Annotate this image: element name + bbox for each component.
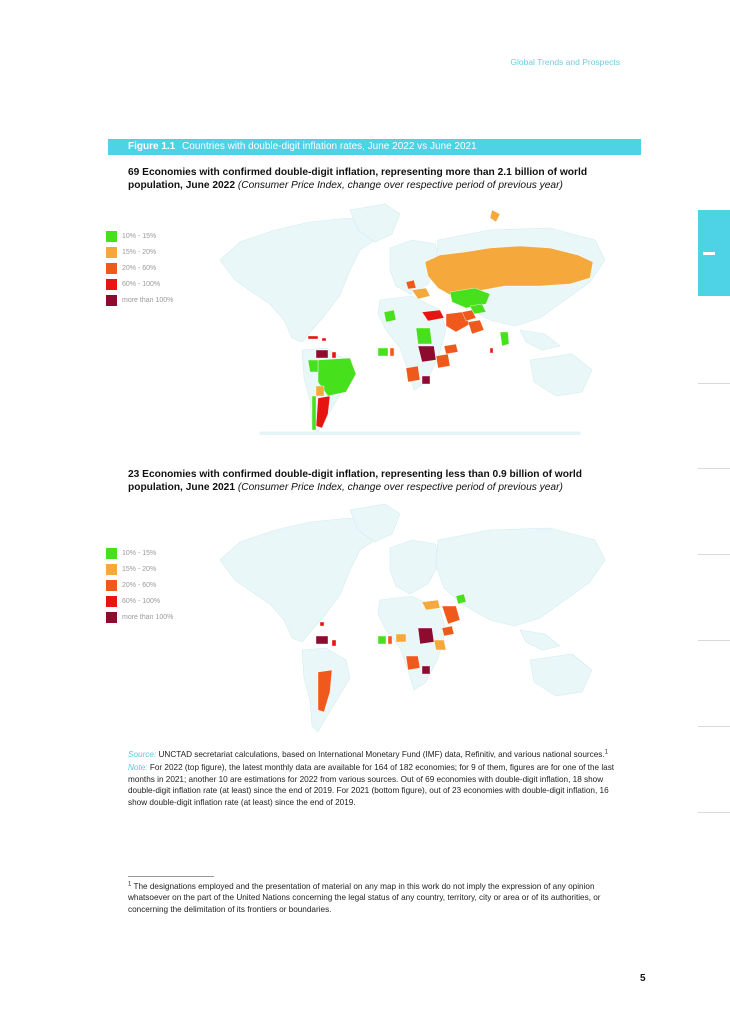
land-europe [390, 540, 440, 594]
region-argentina [316, 396, 330, 428]
legend-item [106, 611, 196, 627]
region-suriname [332, 640, 336, 646]
region-pakistan [468, 320, 484, 334]
legend-swatch [106, 564, 117, 575]
map-2021-title-italic: (Consumer Price Index, change over respective period of previous year) [237, 482, 563, 493]
region-angola [406, 366, 420, 382]
footnote-marker: 1 [128, 881, 132, 888]
region-myanmar [500, 332, 509, 346]
legend-item [106, 547, 196, 563]
region-central-asia [456, 594, 466, 604]
legend-swatch [106, 247, 117, 258]
note-text: For 2022 (top figure), the latest monthly data are available for 164 of 182 economies; for 9 of them, figures are for one of the last months in 2021; another 10 are estimations for 2022 from various sources. Out of 69 economies with double-digit inflation, 18 show double-digit inflation rate (at least) since the end of 2019. For 2021 (bottom figure), out of 23 economies with double-digit inflation, 16 show double-digit inflation rate (at least) since the end of 2019. [128, 763, 615, 807]
legend-label: 15% - 20% [122, 249, 157, 256]
region-haiti [322, 338, 326, 341]
figure-title: Countries with double-digit inflation rates, June 2022 vs June 2021 [182, 141, 477, 152]
region-zimbabwe [422, 666, 430, 674]
legend-item [106, 278, 196, 294]
legend-item [106, 230, 196, 246]
legend-item [106, 294, 196, 310]
side-rule [698, 640, 730, 641]
legend-item [106, 262, 196, 278]
legend-swatch [106, 580, 117, 591]
legend-item [106, 595, 196, 611]
world-map-2022 [200, 200, 630, 435]
legend-label: 10% - 15% [122, 233, 157, 240]
legend-item [106, 246, 196, 262]
legend-item [106, 579, 196, 595]
map-2022-title-italic: (Consumer Price Index, change over respective period of previous year) [237, 180, 563, 191]
land-asia [436, 528, 605, 626]
region-zimbabwe [422, 376, 430, 384]
legend-item [106, 563, 196, 579]
legend-label: more than 100% [122, 297, 174, 304]
region-cuba [308, 336, 318, 339]
source-notes [128, 749, 623, 810]
legend-swatch [106, 295, 117, 306]
side-rule [698, 554, 730, 555]
region-venezuela [316, 636, 328, 644]
legend-label: 20% - 60% [122, 582, 157, 589]
legend-label: 60% - 100% [122, 598, 161, 605]
legend-label: more than 100% [122, 614, 174, 621]
region-haiti [320, 622, 324, 626]
footnote [128, 881, 623, 915]
land-north-america [220, 518, 380, 642]
legend-label: 60% - 100% [122, 281, 161, 288]
region-ghana [388, 636, 392, 644]
legend-label: 15% - 20% [122, 566, 157, 573]
land-southeast-asia [520, 630, 560, 650]
legend-swatch [106, 548, 117, 559]
side-rule [698, 383, 730, 384]
source-footnote-ref[interactable]: 1 [604, 749, 608, 756]
side-rule [698, 468, 730, 469]
region-colombia [308, 360, 318, 372]
running-head: Global Trends and Prospects [510, 57, 620, 67]
legend-swatch [106, 596, 117, 607]
region-yemen [444, 344, 458, 354]
footnote-divider [128, 876, 214, 877]
land-southeast-asia [520, 330, 560, 350]
page-number: 5 [640, 973, 646, 984]
region-ethiopia [434, 640, 446, 650]
map-2022-title [128, 166, 628, 192]
region-ghana [390, 348, 394, 356]
source-paragraph [128, 749, 623, 760]
figure-caption-bar [108, 139, 641, 155]
legend-swatch [106, 279, 117, 290]
map-2022-legend [106, 230, 196, 310]
note-paragraph [128, 762, 623, 808]
map-2021-title [128, 468, 628, 494]
region-nigeria [396, 634, 406, 642]
land-australia [530, 654, 592, 696]
region-arctic-islands [490, 210, 500, 222]
region-suriname [332, 352, 336, 358]
figure-label: Figure 1.1 [128, 141, 176, 152]
footnote-text: The designations employed and the presentation of material on any map in this work do not imply the expression of any opinion whatsoever on the part of the United Nations concerning the legal status of any country, territory, city or area or of its authorities, or concerning the delimitation of its frontiers or boundaries. [128, 882, 601, 914]
land-north-america [220, 218, 380, 342]
map-2022-title-bold: 69 Economies with confirmed double-digit inflation, representing more than 2.1 billion of world population, June 2022 [128, 167, 588, 191]
region-yemen [442, 626, 454, 636]
note-label: Note: [128, 763, 148, 773]
region-west-africa [378, 348, 388, 356]
region-sudan [418, 628, 434, 644]
region-sri-lanka [490, 348, 493, 353]
legend-label: 10% - 15% [122, 550, 157, 557]
map-2021-title-bold: 23 Economies with confirmed double-digit inflation, representing less than 0.9 billion of world population, June 2021 [128, 469, 582, 493]
region-bolivia [316, 386, 324, 396]
legend-swatch [106, 612, 117, 623]
region-europe-west [384, 310, 396, 322]
region-egypt [416, 328, 432, 344]
land-australia [530, 354, 592, 396]
region-iran [442, 606, 460, 624]
legend-swatch [106, 263, 117, 274]
legend-swatch [106, 231, 117, 242]
region-venezuela [316, 350, 328, 358]
land-antarctica-edge [260, 432, 580, 435]
chapter-tab-mark [703, 252, 715, 255]
world-map-2021 [200, 500, 630, 735]
region-chile [312, 396, 316, 430]
region-angola [406, 656, 420, 670]
legend-label: 20% - 60% [122, 265, 157, 272]
source-label: Source: [128, 750, 157, 759]
region-ethiopia [436, 354, 450, 368]
region-west-africa [378, 636, 386, 644]
source-text: UNCTAD secretariat calculations, based on International Monetary Fund (IMF) data, Refinitiv, and various national sources. [158, 750, 605, 759]
side-rule [698, 812, 730, 813]
map-2021-legend [106, 547, 196, 627]
side-rule [698, 726, 730, 727]
chapter-tab[interactable] [698, 210, 730, 296]
